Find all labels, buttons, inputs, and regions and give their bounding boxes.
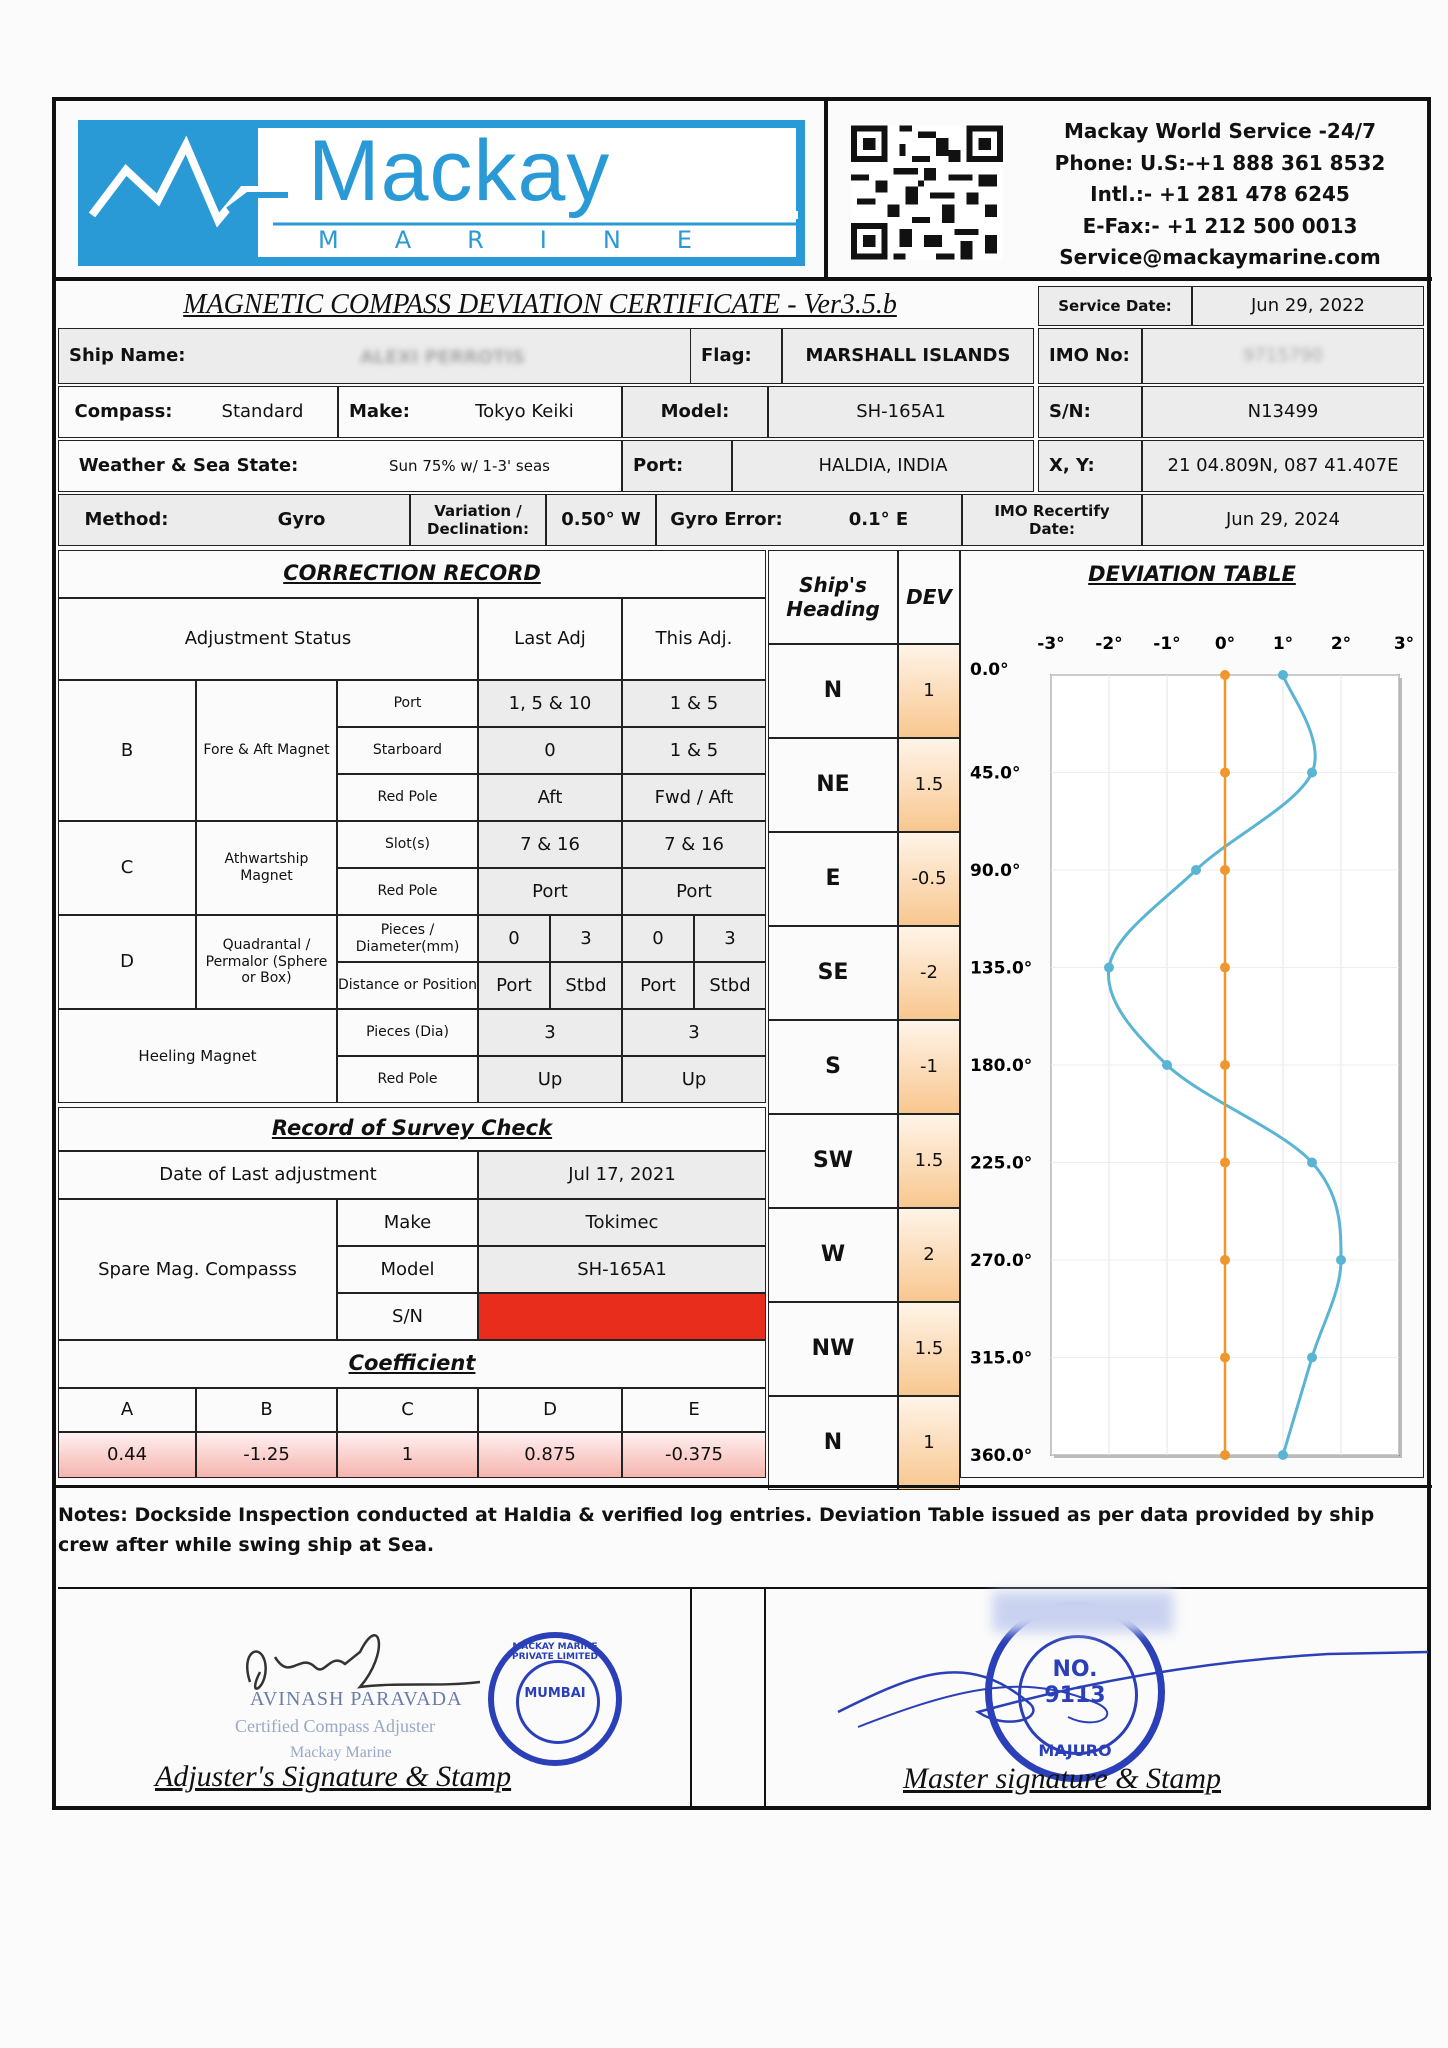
heading-cell: S (768, 1020, 898, 1114)
dev-header: DEV (898, 550, 960, 644)
heading-cell: SW (768, 1114, 898, 1208)
d-distance-1: Port (478, 962, 550, 1009)
ships-heading-header: Ship's Heading (768, 550, 898, 644)
dev-cell: -1 (898, 1020, 960, 1114)
c-letter: C (58, 821, 196, 915)
c-red-last: Port (478, 868, 622, 915)
model-label: Model: (622, 386, 768, 438)
spare-make-value: Tokimec (478, 1199, 766, 1246)
correction-record-title: CORRECTION RECORD (58, 550, 766, 598)
x-tick-label: -3° (1037, 634, 1065, 654)
contact-phone-us: Phone: U.S:-+1 888 361 8532 (1054, 150, 1386, 175)
spare-model-label: Model (337, 1246, 478, 1293)
d-pieces-4: 3 (694, 915, 766, 962)
b-magnet: Fore & Aft Magnet (196, 680, 337, 821)
adjuster-company: Mackay Marine (290, 1744, 392, 1761)
spare-sn-redacted (478, 1293, 766, 1340)
compass-value: Standard (188, 386, 338, 438)
ship-name: ALEXI PERROTIS (360, 346, 525, 368)
deviation-point (1307, 1158, 1317, 1168)
heeling-magnet-label: Heeling Magnet (58, 1009, 337, 1103)
zero-point (1220, 865, 1230, 875)
sn-value: N13499 (1142, 386, 1424, 438)
y-tick-label: 270.0° (970, 1251, 1033, 1271)
coef-value-a: 0.44 (58, 1432, 196, 1478)
service-date-label: Service Date: (1038, 286, 1192, 326)
zero-point (1220, 768, 1230, 778)
contact-service: Mackay World Service -24/7 (1064, 119, 1376, 143)
service-date: Jun 29, 2022 (1192, 286, 1424, 326)
deviation-point (1336, 1255, 1346, 1265)
dev-cell: 1 (898, 1396, 960, 1490)
deviation-chart (962, 600, 1422, 1476)
master-stamp-redaction (993, 1592, 1173, 1632)
c-red-this: Port (622, 868, 766, 915)
contact-block (1045, 116, 1395, 274)
coefficient-title: Coefficient (58, 1340, 766, 1388)
adjuster-stamp (488, 1632, 622, 1766)
c-magnet: Athwartship Magnet (196, 821, 337, 915)
adjuster-stamp-text: MACKAY MARINE PRIVATE LIMITED (511, 1642, 599, 1662)
contact-efax: E-Fax:- +1 212 500 0013 (1082, 213, 1358, 238)
model-value: SH-165A1 (768, 386, 1034, 438)
notes: Notes: Dockside Inspection conducted at Haldia & verified log entries. Deviation Table issued as per data provided by ship crew after while swing ship at Sea. (58, 1504, 1375, 1556)
mackay-logo (78, 120, 805, 266)
last-adjustment-label: Date of Last adjustment (58, 1151, 478, 1199)
coef-value-c: 1 (337, 1432, 478, 1478)
heeling-red-last: Up (478, 1056, 622, 1103)
d-pieces-3: 0 (622, 915, 694, 962)
adjuster-title: Certified Compass Adjuster (235, 1716, 435, 1736)
zero-point (1220, 963, 1230, 973)
master-stamp-no: NO. (1052, 1657, 1098, 1682)
port-value: HALDIA, INDIA (732, 440, 1034, 492)
b-letter: B (58, 680, 196, 821)
master-stamp-bottom: MAJURO (1038, 1741, 1112, 1760)
d-letter: D (58, 915, 196, 1009)
adjuster-signature-area (60, 1592, 688, 1804)
d-distance-4: Stbd (694, 962, 766, 1009)
dev-cell: -0.5 (898, 832, 960, 926)
deviation-point (1278, 670, 1288, 680)
deviation-point (1307, 768, 1317, 778)
contact-email[interactable]: Service@mackaymarine.com (1059, 245, 1381, 269)
dev-cell: 1.5 (898, 1114, 960, 1208)
flag-label: Flag: (690, 328, 782, 384)
y-tick-label: 90.0° (970, 861, 1021, 881)
last-adj-header: Last Adj (478, 598, 622, 680)
heading-cell: SE (768, 926, 898, 1020)
gyro-error-value: 0.1° E (796, 494, 962, 546)
b-port-last: 1, 5 & 10 (478, 680, 622, 727)
deviation-table-title: DEVIATION TABLE (960, 550, 1424, 598)
coef-value-e: -0.375 (622, 1432, 766, 1478)
heeling-red-this: Up (622, 1056, 766, 1103)
zero-point (1220, 1158, 1230, 1168)
coef-header-c: C (337, 1388, 478, 1432)
coef-header-a: A (58, 1388, 196, 1432)
d-magnet: Quadrantal / Permalor (Sphere or Box) (196, 915, 337, 1009)
coef-header-e: E (622, 1388, 766, 1432)
x-tick-label: -2° (1095, 634, 1123, 654)
c-slot-this: 7 & 16 (622, 821, 766, 868)
qr-code-icon (851, 125, 1003, 260)
spare-model-value: SH-165A1 (478, 1246, 766, 1293)
imo-value: 9715790 (1142, 328, 1424, 384)
d-distance-label: Distance or Position (337, 962, 478, 1009)
deviation-point (1162, 1060, 1172, 1070)
certificate-title: MAGNETIC COMPASS DEVIATION CERTIFICATE - Ver3.5.b (183, 289, 897, 320)
deviation-point (1104, 963, 1114, 973)
variation-label: Variation / Declination: (410, 494, 546, 546)
b-stbd-this: 1 & 5 (622, 727, 766, 774)
b-stbd-last: 0 (478, 727, 622, 774)
survey-check-title: Record of Survey Check (58, 1107, 766, 1151)
adjustment-status-header: Adjustment Status (58, 598, 478, 680)
x-tick-label: -1° (1153, 634, 1181, 654)
dev-cell: 1.5 (898, 738, 960, 832)
method-value: Gyro (194, 494, 410, 546)
b-red-this: Fwd / Aft (622, 774, 766, 821)
coef-header-d: D (478, 1388, 622, 1432)
deviation-point (1278, 1450, 1288, 1460)
zero-point (1220, 1255, 1230, 1265)
deviation-point (1307, 1353, 1317, 1363)
gyro-error-label: Gyro Error: (656, 494, 796, 546)
master-signature-area (768, 1592, 1428, 1804)
x-tick-label: 1° (1272, 634, 1294, 654)
coef-value-d: 0.875 (478, 1432, 622, 1478)
b-red-last: Aft (478, 774, 622, 821)
recertify-label: IMO Recertify Date: (962, 494, 1142, 546)
spare-sn-label: S/N (337, 1293, 478, 1340)
heading-cell: NW (768, 1302, 898, 1396)
port-label: Port: (622, 440, 732, 492)
this-adj-header: This Adj. (622, 598, 766, 680)
make-label: Make: (338, 386, 428, 438)
weather-value: Sun 75% w/ 1-3' seas (318, 440, 622, 492)
heeling-red-label: Red Pole (337, 1056, 478, 1103)
zero-point (1220, 1353, 1230, 1363)
logo-brand: Mackay (308, 123, 611, 219)
y-tick-label: 225.0° (970, 1153, 1033, 1174)
dev-cell: -2 (898, 926, 960, 1020)
heading-cell: N (768, 1396, 898, 1490)
compass-label: Compass: (58, 386, 188, 438)
x-tick-label: 0° (1214, 634, 1236, 654)
y-tick-label: 0.0° (970, 660, 1009, 680)
x-tick-label: 3° (1393, 634, 1415, 654)
zero-point (1220, 1060, 1230, 1070)
dev-cell: 2 (898, 1208, 960, 1302)
d-pieces-label: Pieces / Diameter(mm) (337, 915, 478, 962)
heeling-pieces-label: Pieces (Dia) (337, 1009, 478, 1056)
method-label: Method: (58, 494, 194, 546)
y-tick-label: 180.0° (970, 1056, 1033, 1076)
recertify-value: Jun 29, 2024 (1142, 494, 1424, 546)
spare-compass-label: Spare Mag. Compasss (58, 1199, 337, 1340)
heeling-pieces-last: 3 (478, 1009, 622, 1056)
xy-label: X, Y: (1038, 440, 1142, 492)
c-slot-last: 7 & 16 (478, 821, 622, 868)
xy-value: 21 04.809N, 087 41.407E (1142, 440, 1424, 492)
y-tick-label: 315.0° (970, 1348, 1033, 1369)
c-red-label: Red Pole (337, 868, 478, 915)
ship-name-label: Ship Name: (58, 328, 690, 384)
sn-label: S/N: (1038, 386, 1142, 438)
d-pieces-2: 3 (550, 915, 622, 962)
b-stbd-label: Starboard (337, 727, 478, 774)
dev-cell: 1 (898, 644, 960, 738)
flag-value: MARSHALL ISLANDS (782, 328, 1034, 384)
d-pieces-1: 0 (478, 915, 550, 962)
d-distance-3: Port (622, 962, 694, 1009)
adjuster-stamp-center: MUMBAI (524, 1686, 586, 1701)
make-value: Tokyo Keiki (428, 386, 622, 438)
y-tick-label: 45.0° (970, 763, 1021, 784)
zero-point (1220, 1450, 1230, 1460)
x-tick-label: 2° (1330, 634, 1352, 654)
weather-label: Weather & Sea State: (58, 440, 318, 492)
zero-point (1220, 670, 1230, 680)
b-red-label: Red Pole (337, 774, 478, 821)
heeling-pieces-this: 3 (622, 1009, 766, 1056)
coef-header-b: B (196, 1388, 337, 1432)
master-stamp-number: 9113 (1044, 1683, 1106, 1708)
adjuster-signature-label: Adjuster's Signature & Stamp (155, 1760, 512, 1793)
b-port-label: Port (337, 680, 478, 727)
y-tick-label: 360.0° (970, 1446, 1033, 1466)
deviation-point (1191, 865, 1201, 875)
master-signature-label: Master signature & Stamp (903, 1762, 1222, 1795)
heading-cell: W (768, 1208, 898, 1302)
imo-label: IMO No: (1038, 328, 1142, 384)
adjuster-name: AVINASH PARAVADA (250, 1688, 463, 1710)
last-adjustment-date: Jul 17, 2021 (478, 1151, 766, 1199)
b-port-this: 1 & 5 (622, 680, 766, 727)
heading-cell: E (768, 832, 898, 926)
dev-cell: 1.5 (898, 1302, 960, 1396)
heading-cell: N (768, 644, 898, 738)
coef-value-b: -1.25 (196, 1432, 337, 1478)
variation-value: 0.50° W (546, 494, 656, 546)
c-slot-label: Slot(s) (337, 821, 478, 868)
spare-make-label: Make (337, 1199, 478, 1246)
y-tick-label: 135.0° (970, 958, 1033, 979)
d-distance-2: Stbd (550, 962, 622, 1009)
logo-sub: MARINE (318, 226, 748, 254)
contact-phone-intl: Intl.:- +1 281 478 6245 (1090, 182, 1350, 206)
heading-cell: NE (768, 738, 898, 832)
